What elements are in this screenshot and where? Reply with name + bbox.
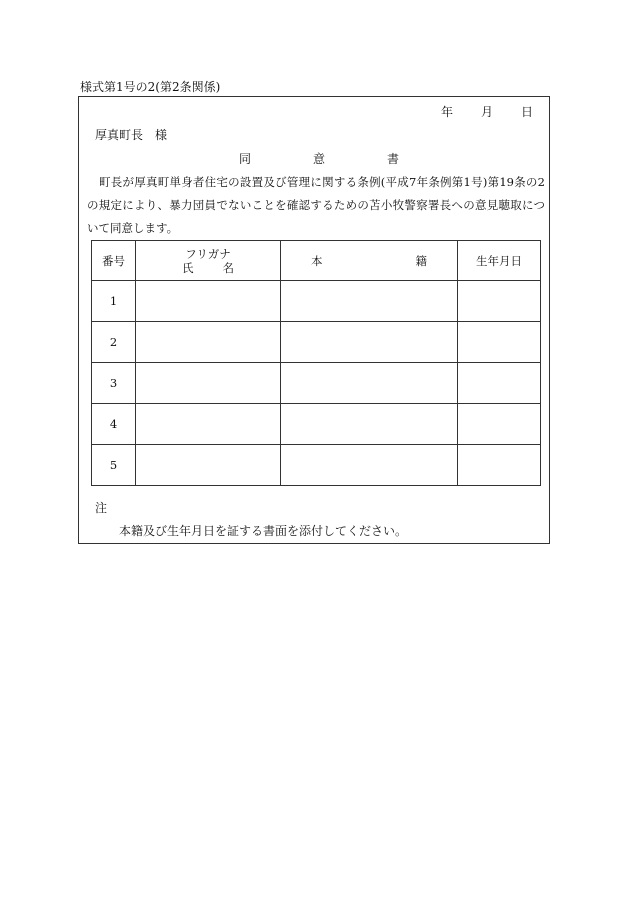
header-furigana: フリガナ — [185, 246, 231, 261]
name-cell[interactable] — [136, 322, 281, 363]
name-cell[interactable] — [136, 404, 281, 445]
consent-form-frame — [78, 96, 550, 544]
header-domicile: 本 籍 — [281, 241, 458, 281]
name-cell[interactable] — [136, 445, 281, 486]
row-number: 5 — [92, 445, 136, 486]
domicile-cell[interactable] — [281, 322, 458, 363]
domicile-cell[interactable] — [281, 404, 458, 445]
header-birthdate: 生年月日 — [458, 241, 541, 281]
header-number: 番号 — [92, 241, 136, 281]
domicile-cell[interactable] — [281, 281, 458, 322]
title-char: 意 — [312, 152, 325, 166]
addressee-honorific: 様 — [155, 128, 168, 142]
table-header-row — [92, 241, 541, 281]
consent-statement: 町長が厚真町単身者住宅の設置及び管理に関する条例(平成7年条例第1号)第19条の2の規定により、暴力団員でないことを確認するための苫小牧警察署長への意見聴取について同意します。 — [87, 175, 545, 235]
title-char: 同 — [239, 152, 252, 166]
table-row — [92, 363, 541, 404]
date-month-label: 月 — [480, 105, 493, 119]
table-row — [92, 322, 541, 363]
birthdate-cell[interactable] — [458, 322, 541, 363]
table-row — [92, 445, 541, 486]
birthdate-cell[interactable] — [458, 363, 541, 404]
document-title — [239, 152, 399, 166]
form-number: 様式第1号の2(第2条関係) — [80, 80, 221, 94]
addressee-name: 厚真町長 — [95, 128, 144, 142]
addressee — [95, 128, 167, 142]
birthdate-cell[interactable] — [458, 281, 541, 322]
header-name-label: 氏 名 — [182, 260, 234, 275]
name-cell[interactable] — [136, 363, 281, 404]
date-day-label: 日 — [520, 105, 533, 119]
domicile-cell[interactable] — [281, 445, 458, 486]
birthdate-cell[interactable] — [458, 404, 541, 445]
applicant-table — [91, 240, 541, 486]
row-number: 3 — [92, 363, 136, 404]
note-text: 本籍及び生年月日を証する書面を添付してください。 — [119, 524, 408, 538]
row-number: 4 — [92, 404, 136, 445]
table-row — [92, 281, 541, 322]
date-line — [441, 105, 533, 119]
header-name — [136, 241, 281, 281]
birthdate-cell[interactable] — [458, 445, 541, 486]
row-number: 2 — [92, 322, 136, 363]
table-row — [92, 404, 541, 445]
name-cell[interactable] — [136, 281, 281, 322]
note-label: 注 — [95, 501, 108, 515]
row-number: 1 — [92, 281, 136, 322]
date-year-label: 年 — [440, 105, 453, 119]
title-char: 書 — [386, 152, 399, 166]
domicile-cell[interactable] — [281, 363, 458, 404]
